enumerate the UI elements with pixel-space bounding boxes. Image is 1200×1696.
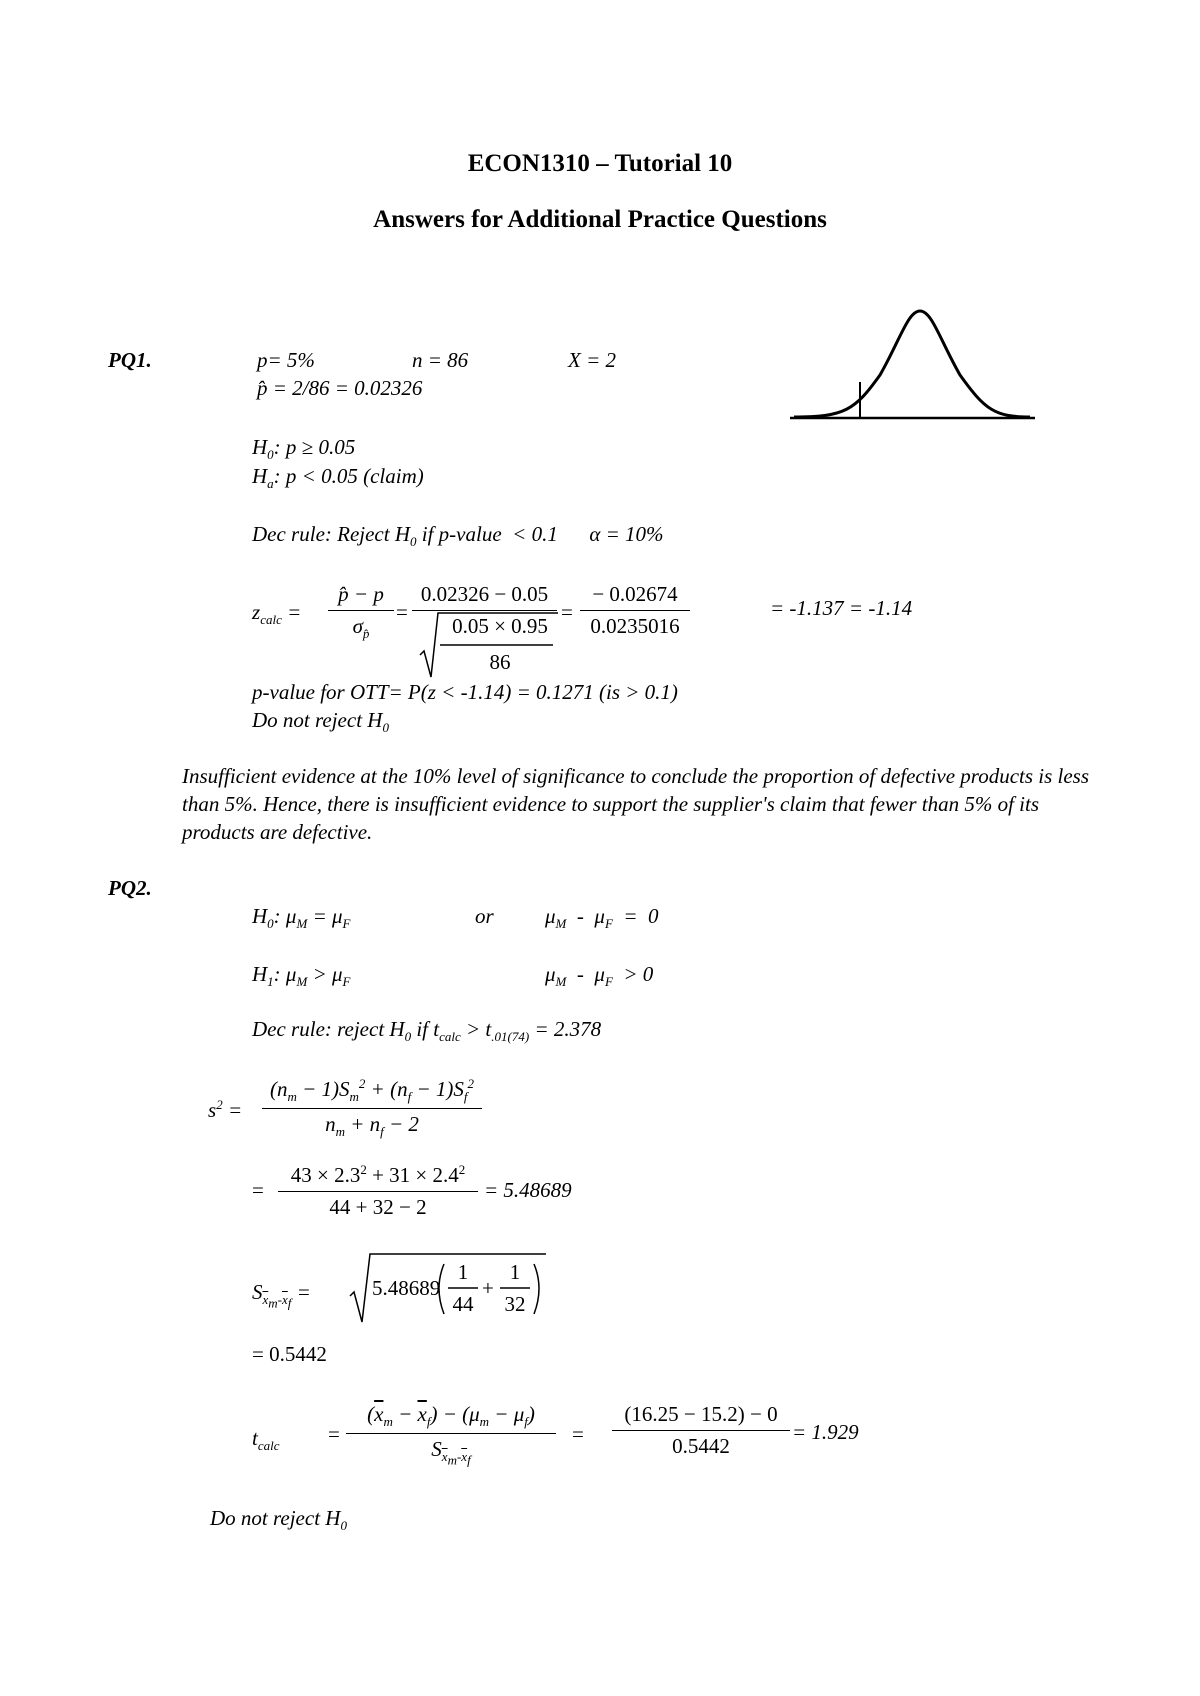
s2-calc-den: 44 + 32 − 2: [329, 1195, 427, 1219]
pq2-s2-formula: [262, 1076, 482, 1140]
t-calc-num: (16.25 − 15.2) − 0: [624, 1402, 778, 1426]
se-f1-den: 44: [452, 1292, 474, 1316]
frac3-den: 0.0235016: [590, 614, 680, 638]
pq2-h0: $H_0$: $\mu_M = \mu_F$: [252, 904, 351, 932]
frac1-num: p̂ − p: [338, 582, 384, 606]
frac3-num: − 0.02674: [592, 582, 678, 606]
pq2-t-eq2: =: [572, 1422, 584, 1446]
pq1-h0: $H_0$: p ≥ 0.05: [252, 435, 356, 463]
pq1-conclusion: Insufficient evidence at the 10% level of significance to conclude the proportion of defective products is less than 5%. Hence, there is insufficient evidence to support the supplier's claim that fewer than 5% of its products are defective.: [182, 764, 1090, 844]
pq2-t-eq: =: [328, 1422, 340, 1446]
pq2-se-result: = 0.5442: [252, 1342, 327, 1366]
frac2-den-num: 0.05 × 0.95: [452, 614, 548, 638]
se-plus: +: [482, 1276, 494, 1300]
se-f2-num: 1: [509, 1260, 521, 1284]
pq2-h1-alt: $\mu_M - \mu_F > 0$: [545, 962, 654, 990]
pq2-s2-result: = 5.48689: [484, 1178, 572, 1202]
frac2-den-den: 86: [489, 650, 511, 674]
t-num: $(\overline{x}_m - \overline{x}_f) - (\mu_m - \mu_f)$: [367, 1402, 535, 1430]
pq1-given-n: n = 86: [412, 348, 469, 372]
pq2-or: or: [475, 904, 494, 928]
pq1-z-frac2: [412, 582, 557, 614]
t-den: $S_{\overline{x}_m-\overline{x}_f}$: [431, 1437, 471, 1468]
pq2-h1: $H_1$: $\mu_M > \mu_F$: [252, 962, 351, 990]
pq1-z-label: $z_{calc}$ =: [252, 600, 302, 628]
pq1-eq2: =: [561, 600, 573, 624]
normal-curve: [794, 311, 1030, 417]
pq2-s2-label: $s^2$ =: [208, 1097, 243, 1122]
frac2-num: 0.02326 − 0.05: [420, 582, 549, 606]
s2-calc-num: $43 \times 2.3^2 + 31 \times 2.4^2$: [290, 1162, 466, 1187]
normal-curve-diagram: [790, 305, 1035, 423]
pq1-pvalue: p-value for OTT= P(z < -1.14) = 0.1271 (is > 0.1): [252, 680, 678, 704]
pq1-ha: $H_a$: p < 0.05 (claim): [252, 464, 424, 492]
pq2-t-label: $t_{calc}$: [252, 1426, 280, 1454]
se-expr: 5.48689: [372, 1276, 441, 1300]
pq2-se-label: $S_{\overline{x}_m-\overline{x}_f}$ =: [252, 1280, 311, 1311]
pq2-h0-alt: $\mu_M - \mu_F = 0$: [545, 904, 659, 932]
pq2-label: PQ2.: [108, 876, 152, 900]
pq2-dec-rule: Dec rule: reject $H_0$ if $t_{calc} > t_{.01(74)} = 2.378$: [252, 1017, 602, 1045]
page-subtitle: Answers for Additional Practice Questions: [373, 206, 827, 233]
se-f2-den: 32: [504, 1292, 526, 1316]
pq1-decision: Do not reject $H_0$: [252, 708, 389, 736]
pq1-z-frac1: [328, 582, 394, 642]
pq2-s2-eq: =: [252, 1178, 264, 1202]
s2-den: $n_m + n_f - 2$: [325, 1112, 419, 1140]
pq1-phat: p̂ = 2/86 = 0.02326: [257, 376, 423, 400]
pq1-given-x: X = 2: [568, 348, 616, 372]
pq1-label: PQ1.: [108, 348, 152, 372]
pq1-z-frac3: [580, 582, 690, 639]
s2-num: $(n_m - 1)S_m^2 + (n_f - 1)S_f^2$: [269, 1076, 475, 1105]
pq1-z-result: = -1.137 = -1.14: [770, 596, 913, 620]
pq1-eq1: =: [396, 600, 408, 624]
pq2-s2-calc: [278, 1162, 478, 1220]
pq1-dec-rule: Dec rule: Reject $H_0$ if p-value < 0.1 α = 10%: [252, 522, 664, 550]
pq2-t-calc: [612, 1402, 790, 1459]
pq2-t-result: = 1.929: [792, 1420, 859, 1444]
pq2-t-formula: [346, 1402, 556, 1469]
pq2-decision: Do not reject $H_0$: [210, 1506, 347, 1534]
t-calc-den: 0.5442: [672, 1434, 730, 1458]
se-f1-num: 1: [457, 1260, 469, 1284]
page-title: ECON1310 – Tutorial 10: [467, 150, 733, 177]
frac1-den: $\sigma_{p̂}$: [352, 614, 370, 642]
pq1-given-p: p= 5%: [257, 348, 315, 372]
